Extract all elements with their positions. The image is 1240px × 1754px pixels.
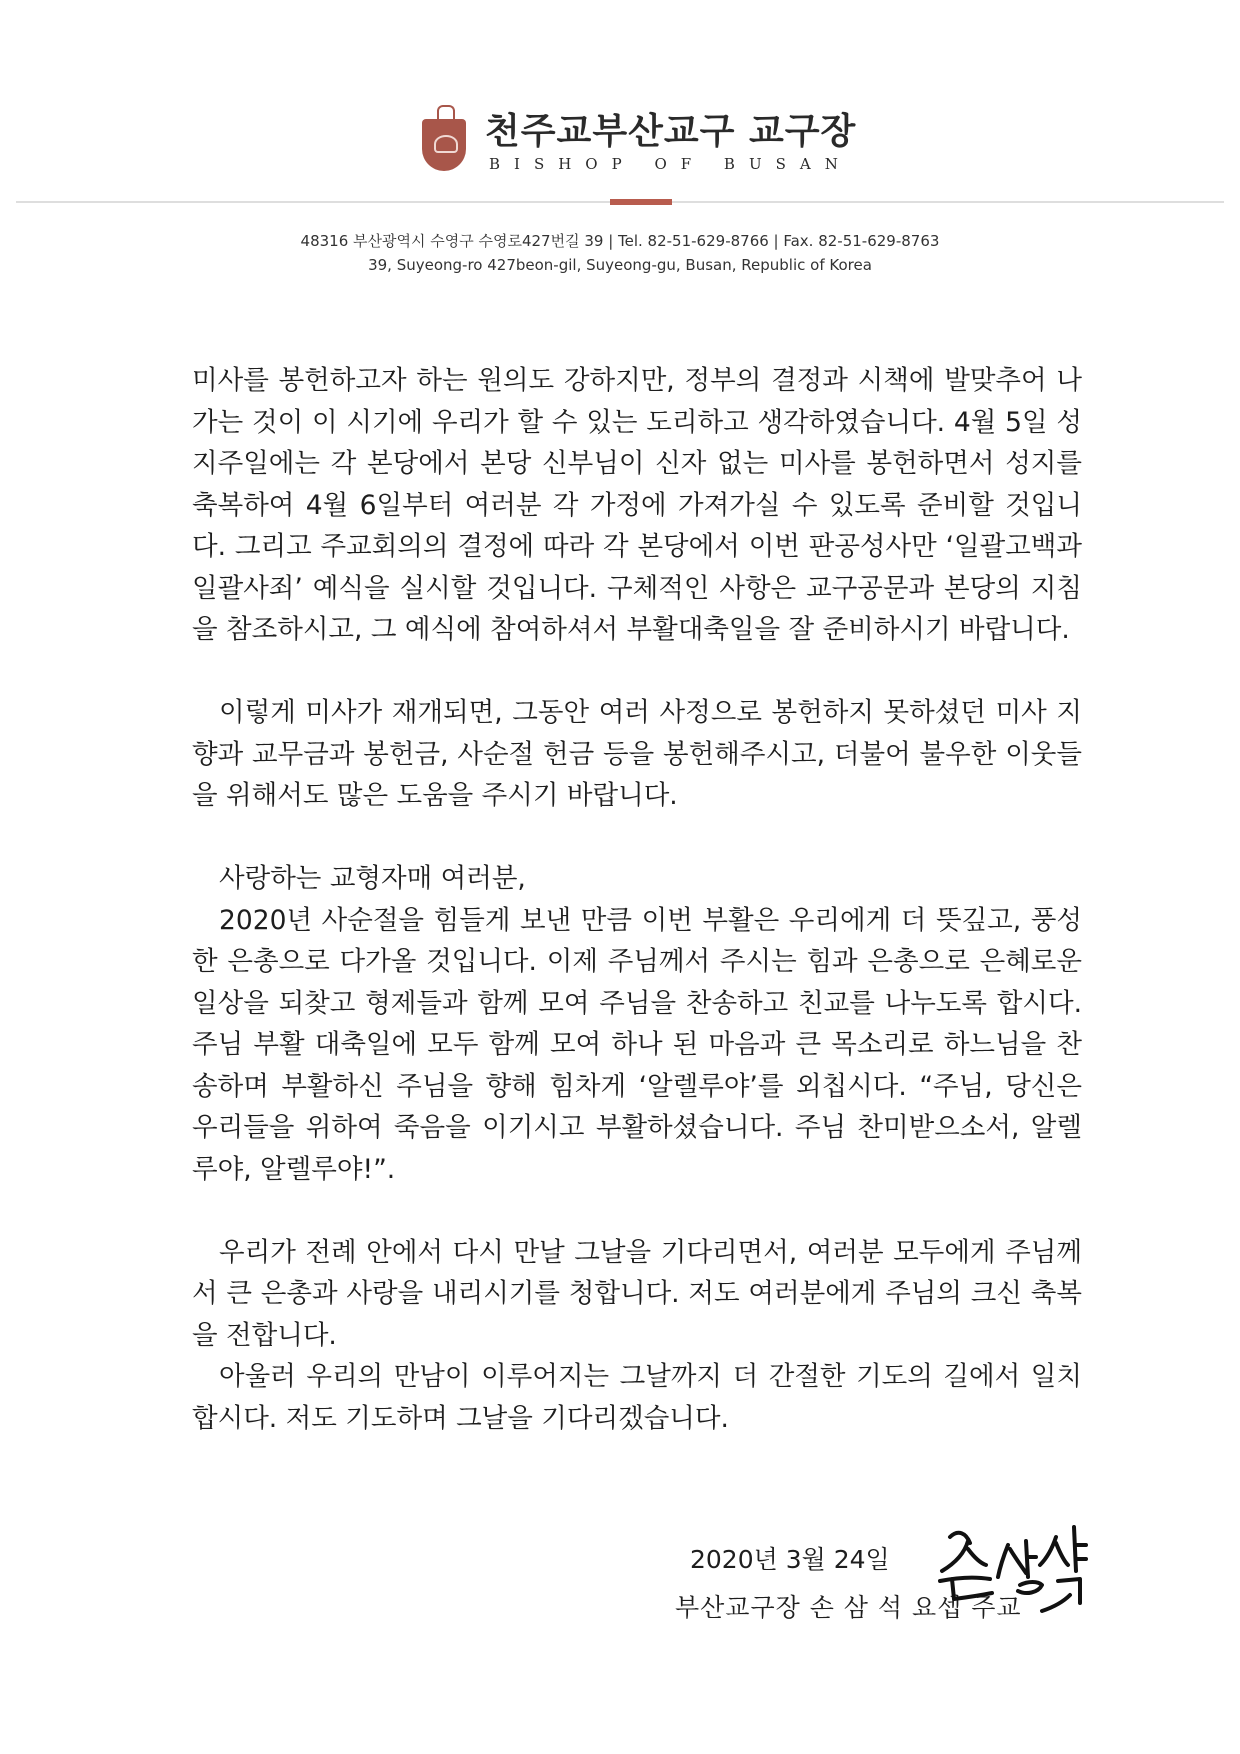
handwritten-signature — [930, 1515, 1095, 1625]
header-divider-accent — [610, 199, 672, 205]
letter-body — [192, 360, 1082, 1439]
salutation: 사랑하는 교형자매 여러분, — [219, 863, 526, 894]
letterhead — [0, 95, 1240, 185]
address-english: 39, Suyeong-ro 427beon-gil, Suyeong-gu, Busan, Republic of Korea — [368, 256, 872, 274]
diocese-crest-icon — [420, 105, 468, 175]
letter-date: 2020년 3월 24일 — [690, 1545, 890, 1574]
paragraph-1: 미사를 봉헌하고자 하는 원의도 강하지만, 정부의 결정과 시책에 발맞추어 나가는 것이 이 시기에 우리가 할 수 있는 도리하고 생각하였습니다. 4월 5일 성지주일에는 각 본당에서 본당 신부님이 신자 없는 미사를 봉헌하면서 성지를 축복하여 4월 6일부터 여러분 각 가정에 가져가실 수 있도록 준비할 것입니다. 그리고 주교회의의 결정에 따라 각 본당에서 이번 판공성사만 ‘일괄고백과 일괄사죄’ 예식을 실시할 것입니다. 구체적인 사항은 교구공문과 본당의 지침을 참조하시고, 그 예식에 참여하셔서 부활대축일을 잘 준비하시기 바랍니다. — [192, 365, 1082, 645]
address-korean: 48316 부산광역시 수영구 수영로427번길 39 | Tel. 82-51-629-8766 | Fax. 82-51-629-8763 — [300, 232, 940, 250]
paragraph-4: 우리가 전례 안에서 다시 만날 그날을 기다리면서, 여러분 모두에게 주님께서 큰 은총과 사랑을 내리시기를 청합니다. 저도 여러분에게 주님의 크신 축복을 전합니다. — [192, 1236, 1082, 1351]
paragraph-2: 이렇게 미사가 재개되면, 그동안 여러 사정으로 봉헌하지 못하셨던 미사 지향과 교무금과 봉헌금, 사순절 헌금 등을 봉헌해주시고, 더불어 불우한 이웃들을 위해서도 많은 도움을 주시기 바랍니다. — [192, 697, 1082, 811]
organization-name: 천주교부산교구 교구장 — [485, 111, 857, 152]
paragraph-5: 아울러 우리의 만남이 이루어지는 그날까지 더 간절한 기도의 길에서 일치합시다. 저도 기도하며 그날을 기다리겠습니다. — [192, 1361, 1082, 1434]
organization-name-english: BISHOP OF BUSAN — [489, 155, 852, 173]
signer-name: 부산교구장 손 삼 석 요셉 주교 — [675, 1593, 1022, 1622]
paragraph-3: 2020년 사순절을 힘들게 보낸 만큼 이번 부활은 우리에게 더 뜻깊고, 풍성한 은총으로 다가올 것입니다. 이제 주님께서 주시는 힘과 은총으로 은혜로운 일상을 되찾고 형제들과 함께 모여 주님을 찬송하고 친교를 나누도록 합시다. 주님 부활 대축일에 모두 함께 모여 하나 된 마음과 큰 목소리로 하느님을 찬송하며 부활하신 주님을 향해 힘차게 ‘알렐루야’를 외칩시다. “주님, 당신은 우리들을 위하여 죽음을 이기시고 부활하셨습니다. 주님 찬미받으소서, 알렐루야, 알렐루야!”. — [192, 904, 1082, 1185]
